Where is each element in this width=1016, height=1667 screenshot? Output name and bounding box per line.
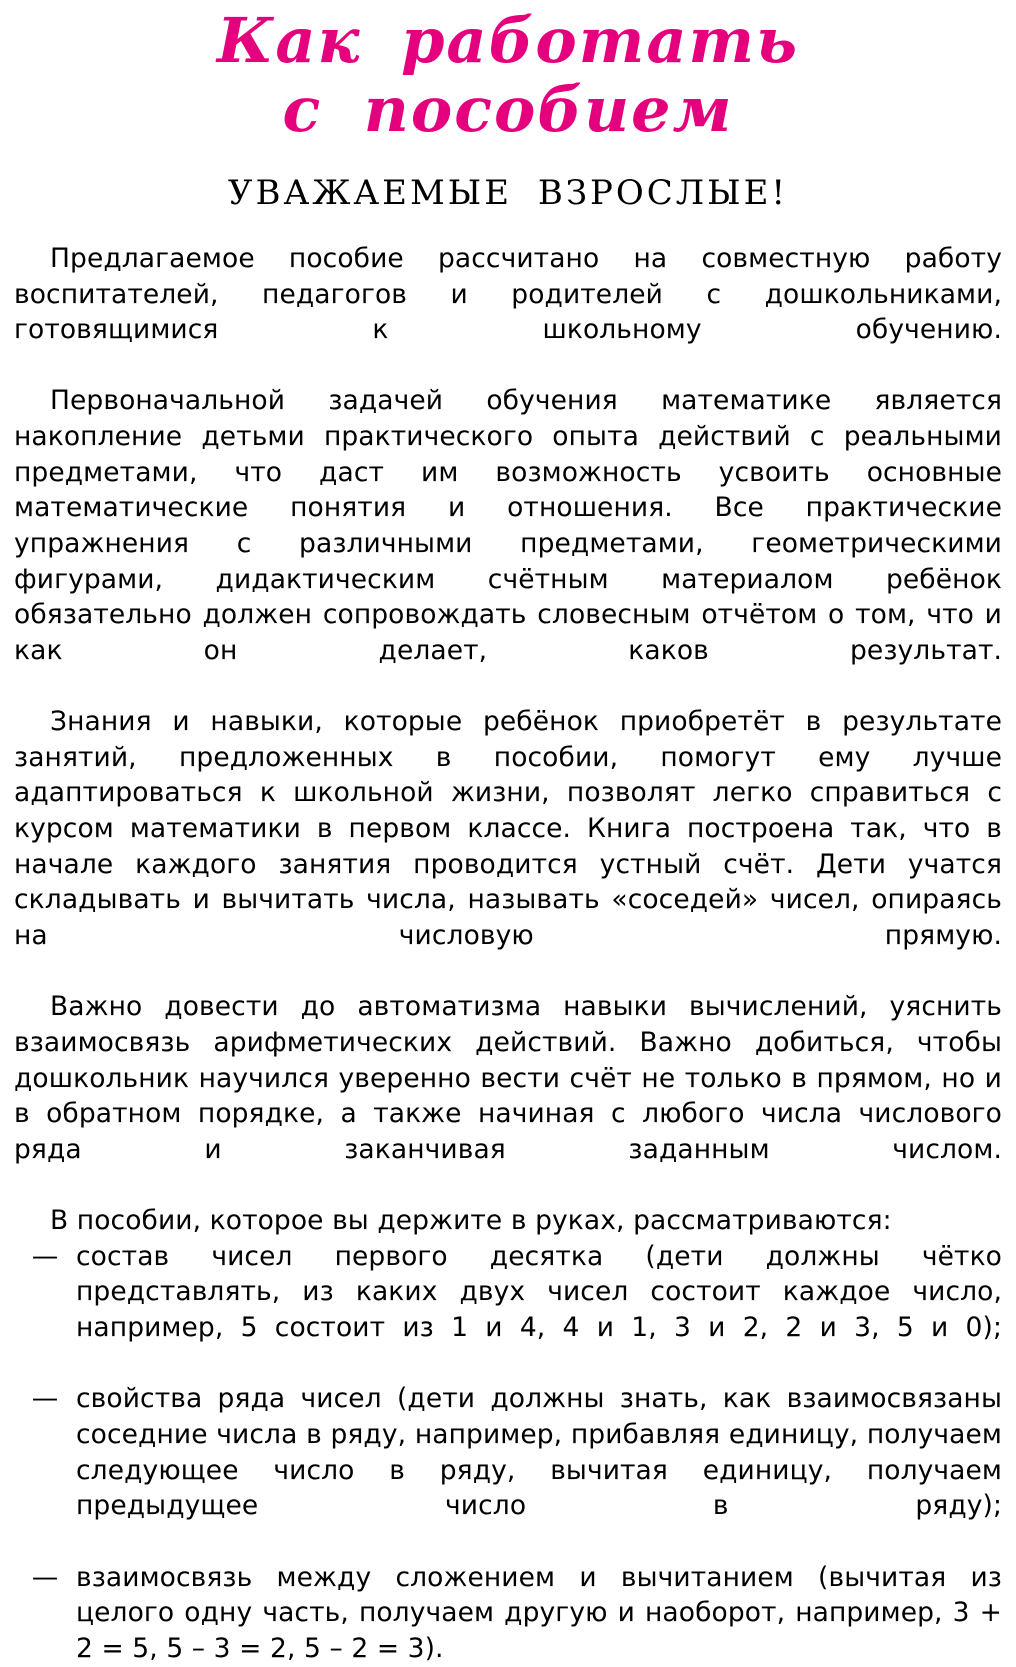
list-item [14,1239,1002,1382]
page-title-line-1: Как работать [216,4,800,77]
list-marker-icon: — [31,1383,59,1415]
list-item [14,1381,1002,1559]
paragraph-2: Первоначальной задачей обучения математике является накопление детьми практического опыта действий с реальными предметами, что даст им возможность усвоить основные математические понятия и отношения. Все практические упражнения с различными предметами, геометрическими фигурами, дидактическим счётным материалом ребёнок обязательно должен сопровождать словесным отчётом о том, что и как он делает, каков результат. [14,385,1002,666]
body-text [14,241,1002,1667]
list-item-text: свойства ряда чисел (дети должны знать, как взаимосвязаны соседние числа в ряду, например, прибавляя единицу, получаем следующее число в ряду, вычитая единицу, получаем предыдущее число в ряду); [76,1383,1002,1522]
paragraph-4: Важно довести до автоматизма навыки вычислений, уяснить взаимосвязь арифметических действий. Важно добиться, чтобы дошкольник научился уверенно вести счёт не только в прямом, но и в обратном порядке, а также начиная с любого числа числового ряда и заканчивая заданным числом. [14,991,1002,1165]
list-item [14,1560,1002,1667]
paragraph-3: Знания и навыки, которые ребёнок приобретёт в результате занятий, предложенных в пособии, помогут ему лучше адаптироваться к школьной жизни, позволят легко справиться с курсом математики в первом классе. Книга построена так, что в начале каждого занятия проводится устный счёт. Дети учатся складывать и вычитать числа, называть «соседей» чисел, опираясь на числовую прямую. [14,706,1002,952]
paragraph-1: Предлагаемое пособие рассчитано на совместную работу воспитателей, педагогов и родителей с дошкольниками, готовящимися к школьному обучению. [14,242,1002,346]
page-title-line-2: с пособием [282,73,734,147]
section-subtitle: УВАЖАЕМЫЕ ВЗРОСЛЫЕ! [227,172,789,213]
paragraph-5: В пособии, которое вы держите в руках, рассматриваются: [50,1205,892,1237]
bullet-list [14,1239,1002,1667]
list-item-text: взаимосвязь между сложением и вычитанием (вычитая из целого одну часть, получаем другую и наоборот, например, 3 + 2 = 5, 5 – 3 = 2, 5 – 2 = 3). [76,1561,1002,1664]
list-item-text: состав чисел первого десятка (дети должны чётко представлять, из каких двух чисел состоит каждое число, например, 5 состоит из 1 и 4, 4 и 1, 3 и 2, 2 и 3, 5 и 0); [76,1240,1002,1344]
list-marker-icon: — [31,1240,59,1272]
page-title [14,0,1002,145]
list-marker-icon: — [31,1561,59,1593]
